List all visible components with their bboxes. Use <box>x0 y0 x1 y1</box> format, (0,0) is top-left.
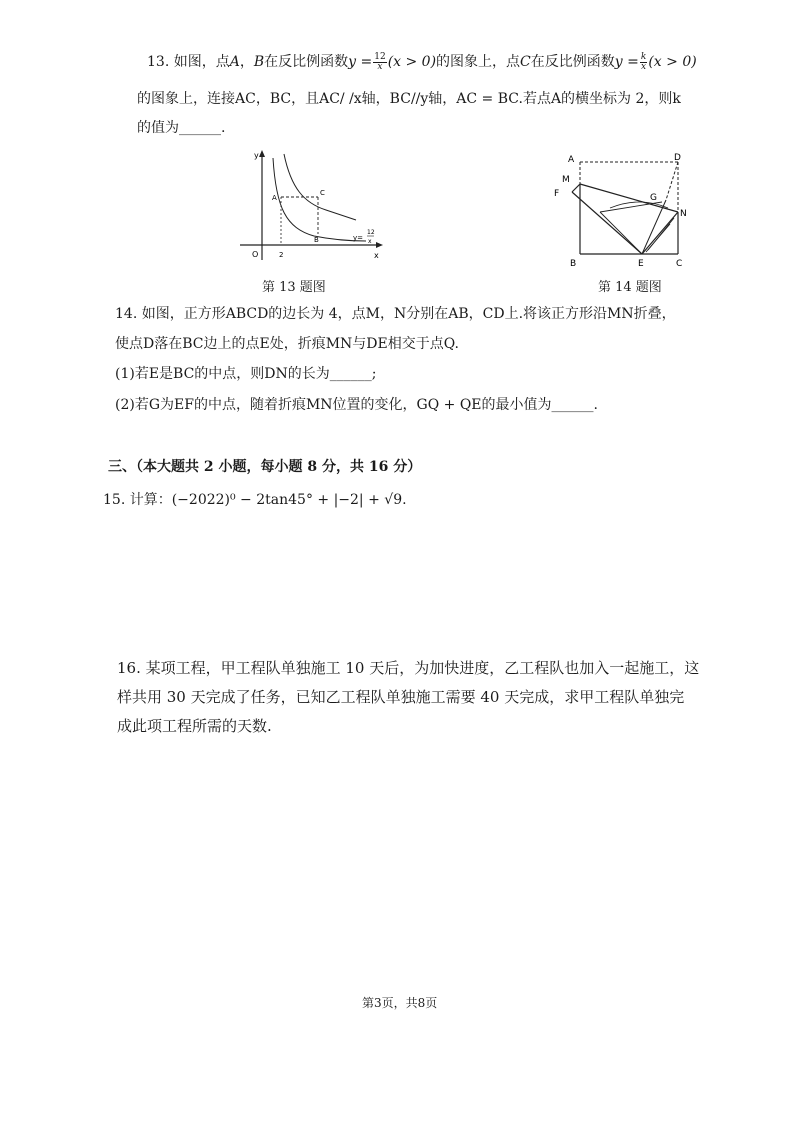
fig14-caption: 第 14 题图 <box>598 280 662 295</box>
fig13-label-c: C <box>320 189 325 197</box>
fig14-crease-mn <box>580 184 678 212</box>
fig13-curve-label-num: 12 <box>367 229 375 236</box>
q13-fraction-12-x <box>373 53 386 72</box>
q14-line1: 14. 如图，正方形ABCD的边长为 4，点M，N分别在AB，CD上.将该正方形沿MN折叠， <box>115 306 676 322</box>
fig13-curve-12-over-x <box>273 158 366 241</box>
fig14-flap-fe <box>572 192 642 254</box>
fig14-label-a: A <box>568 155 575 165</box>
q13-cond2: (x > 0) <box>648 54 697 70</box>
fig13-label-x: x <box>374 251 379 260</box>
q16-line3: 成此项工程所需的天数. <box>117 717 272 735</box>
q13-y-eq2: y = <box>614 54 639 70</box>
fig14-segment-ge <box>600 212 642 254</box>
fig14-label-b: B <box>570 259 577 269</box>
q13-frac1-num: 12 <box>374 51 386 62</box>
fig13-curve-label-den: x <box>368 238 372 245</box>
q13-number: 13. <box>147 54 170 70</box>
q13-lead: 如图，点 <box>173 54 230 70</box>
fig13-label-o: O <box>252 250 259 259</box>
q13-point-b: B <box>253 54 265 70</box>
q13-line3: 的值为______. <box>137 120 226 136</box>
section-3-title: 三、（本大题共 2 小题，每小题 8 分，共 16 分） <box>108 459 422 475</box>
fig14-label-d: D <box>674 153 681 163</box>
fig14-dashed-dq <box>666 162 678 200</box>
q13-frac2-num: k <box>640 51 647 62</box>
fig14-label-g: G <box>650 193 657 203</box>
fig14-label-c: C <box>676 259 683 269</box>
fig13-label-b: B <box>314 236 319 244</box>
q14-line2: 使点D落在BC边上的点E处，折痕MN与DE相交于点Q. <box>115 336 459 352</box>
fig14-label-e: E <box>638 259 644 269</box>
q13-cond: (x > 0) <box>387 54 437 70</box>
q13-line1 <box>147 52 697 72</box>
q13-text-on2: 在反比例函数 <box>530 54 615 70</box>
q13-fraction-k-x <box>640 53 647 72</box>
q13-text-graph: 的图象上，点 <box>436 54 521 70</box>
q13-comma: ， <box>239 54 254 70</box>
q13-point-c: C <box>520 54 531 70</box>
q14-part2: (2)若G为EF的中点，随着折痕MN位置的变化，GQ + QE的最小值为______. <box>115 397 598 413</box>
fig13-label-y: y <box>254 151 259 160</box>
q15-text: 15. 计算：(−2022)⁰ − 2tan45° + |−2| + √9. <box>103 492 407 508</box>
q16-block <box>117 654 717 741</box>
fig14-flap-ne <box>642 212 678 254</box>
fig14-label-f: F <box>554 189 560 199</box>
fig13-x-arrow <box>376 242 383 248</box>
q13-frac2-den: x <box>641 61 647 72</box>
fig13-label-2: 2 <box>279 251 284 259</box>
figure-14 <box>550 148 700 272</box>
q16-line2: 样共用 30 天完成了任务，已知乙工程队单独施工需要 40 天完成，求甲工程队单独完 <box>117 688 685 706</box>
page-footer: 第3页，共8页 <box>362 996 438 1010</box>
fig13-y-arrow <box>259 150 265 157</box>
q13-frac1-den: x <box>377 61 383 72</box>
fig13-caption: 第 13 题图 <box>262 280 326 295</box>
fig14-flap-mf <box>572 184 580 192</box>
fig14-label-n: N <box>680 209 687 219</box>
q13-point-a: A <box>229 54 240 70</box>
q13-line2: 的图象上，连接AC，BC，且AC/ /x轴，BC//y轴，AC = BC.若点A的横坐标为 2，则k <box>137 91 681 107</box>
figure-13 <box>236 148 386 264</box>
fig13-curve-k-over-x <box>284 154 356 220</box>
q14-part1: (1)若E是BC的中点，则DN的长为______; <box>115 366 377 382</box>
fig14-extra-line2 <box>648 218 674 250</box>
fig14-segment-qe <box>642 200 666 254</box>
fig13-label-a: A <box>272 194 277 202</box>
fig14-label-m: M <box>562 175 570 185</box>
q13-text-on: 在反比例函数 <box>264 54 349 70</box>
fig13-curve-label-y: y= <box>353 234 364 242</box>
q13-y-eq: y = <box>348 54 373 70</box>
q16-line1: 16. 某项工程，甲工程队单独施工 10 天后，为加快进度，乙工程队也加入一起施工，这 <box>117 659 700 677</box>
